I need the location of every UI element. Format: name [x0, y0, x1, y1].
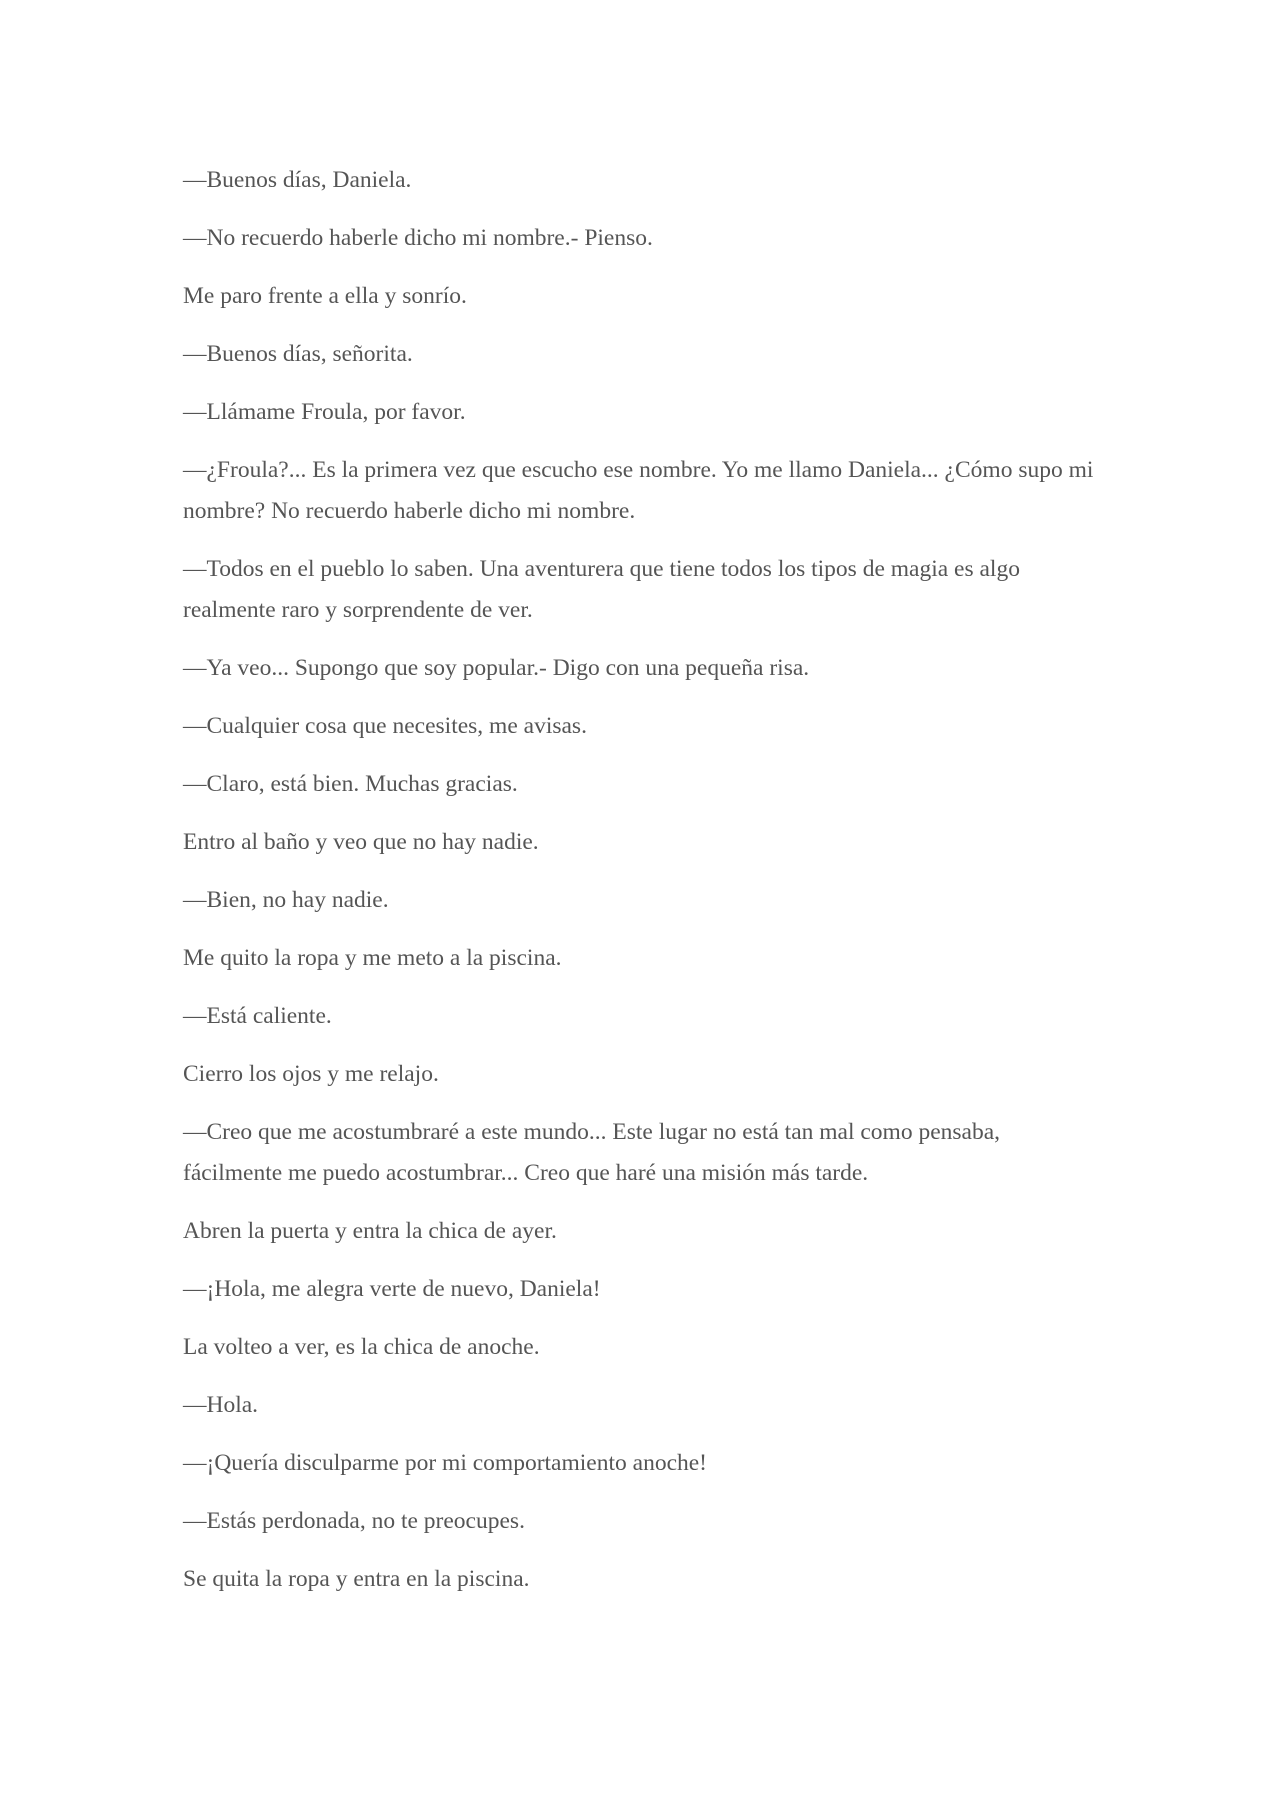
paragraph: —Llámame Froula, por favor.	[183, 399, 466, 425]
paragraph: —Está caliente.	[183, 1003, 332, 1029]
paragraph: —¡Hola, me alegra verte de nuevo, Daniela!	[183, 1276, 601, 1302]
paragraph: Me paro frente a ella y sonrío.	[183, 283, 467, 309]
paragraph: —¡Quería disculparme por mi comportamiento anoche!	[183, 1450, 707, 1476]
paragraph: —Buenos días, Daniela.	[183, 167, 412, 193]
paragraph: Abren la puerta y entra la chica de ayer.	[183, 1218, 557, 1244]
paragraph: La volteo a ver, es la chica de anoche.	[183, 1334, 540, 1360]
paragraph: Me quito la ropa y me meto a la piscina.	[183, 945, 562, 971]
paragraph: Cierro los ojos y me relajo.	[183, 1061, 439, 1087]
paragraph: —Hola.	[183, 1392, 259, 1418]
document-body	[183, 160, 1103, 1617]
paragraph: —Todos en el pueblo lo saben. Una aventurera que tiene todos los tipos de magia es algo realmente raro y sorprendente de ver.	[183, 556, 1020, 623]
paragraph: —Ya veo... Supongo que soy popular.- Digo con una pequeña risa.	[183, 655, 810, 681]
paragraph: —Estás perdonada, no te preocupes.	[183, 1508, 525, 1534]
paragraph: —No recuerdo haberle dicho mi nombre.- Pienso.	[183, 225, 653, 251]
paragraph: —Cualquier cosa que necesites, me avisas.	[183, 713, 587, 739]
paragraph: —Creo que me acostumbraré a este mundo... Este lugar no está tan mal como pensaba, fácilmente me puedo acostumbrar... Creo que haré una misión más tarde.	[183, 1119, 1001, 1186]
paragraph: Entro al baño y veo que no hay nadie.	[183, 829, 539, 855]
paragraph: Se quita la ropa y entra en la piscina.	[183, 1566, 530, 1592]
paragraph: —Buenos días, señorita.	[183, 341, 413, 367]
paragraph: —Claro, está bien. Muchas gracias.	[183, 771, 518, 797]
paragraph: —¿Froula?... Es la primera vez que escucho ese nombre. Yo me llamo Daniela... ¿Cómo supo mi nombre? No recuerdo haberle dicho mi nombre.	[183, 457, 1094, 524]
paragraph: —Bien, no hay nadie.	[183, 887, 389, 913]
